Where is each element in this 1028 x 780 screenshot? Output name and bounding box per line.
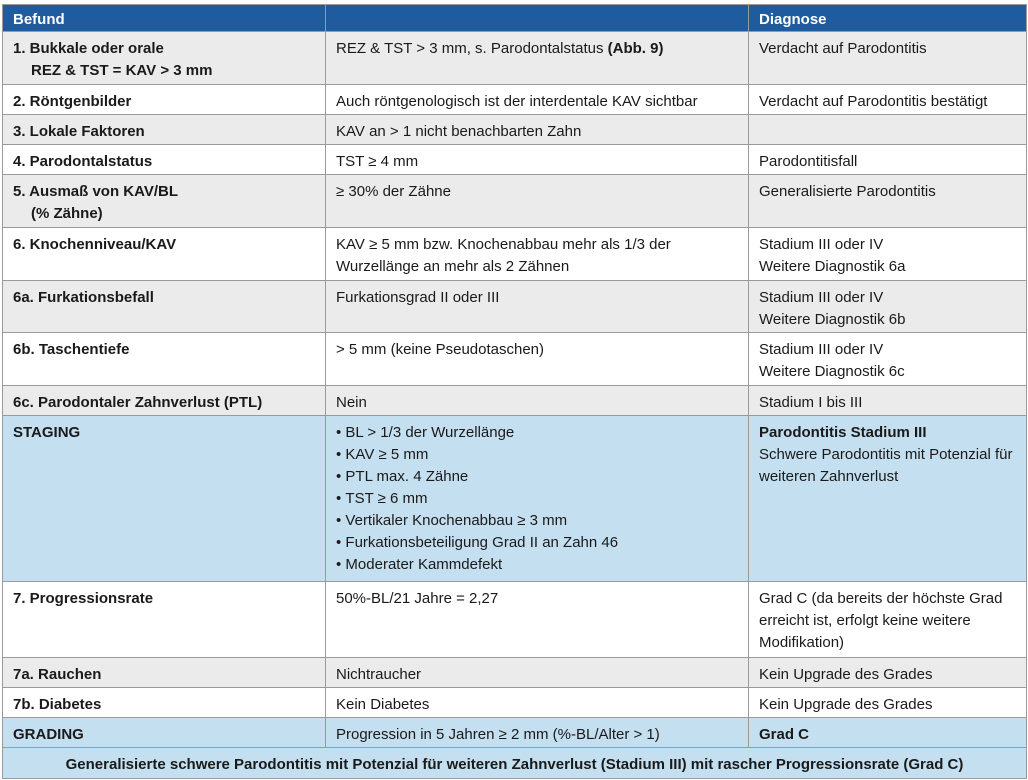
diagnosis-line: Stadium III oder IV (759, 289, 884, 306)
row-grading (3, 718, 1027, 748)
header-befund: Befund (3, 5, 326, 32)
staging-bullet: • PTL max. 4 Zähne (336, 466, 738, 488)
row-diagnosis (749, 228, 1027, 281)
table-header (3, 5, 1027, 32)
row-6a (3, 281, 1027, 333)
row-label: 7. Progressionsrate (3, 582, 326, 658)
row-7 (3, 582, 1027, 658)
row-diagnosis (749, 32, 1027, 85)
row-finding: KAV ≥ 5 mm bzw. Knochenabbau mehr als 1/3 der Wurzellänge an mehr als 2 Zähnen (326, 228, 749, 281)
diagnosis-line: Weitere Diagnostik 6a (759, 258, 906, 275)
row-6b (3, 333, 1027, 386)
row-finding: 50%-BL/21 Jahre = 2,27 (326, 582, 749, 658)
grading-diagnosis: Grad C (749, 718, 1027, 748)
row-finding: KAV an > 1 nicht benachbarten Zahn (326, 115, 749, 145)
row-diagnosis: Kein Upgrade des Grades (749, 658, 1027, 688)
grading-label: GRADING (3, 718, 326, 748)
row-4 (3, 145, 1027, 175)
finding-text: REZ & TST > 3 mm, s. Parodontalstatus (336, 40, 608, 57)
staging-bullet: • TST ≥ 6 mm (336, 488, 738, 510)
row-diagnosis: Stadium I bis III (749, 386, 1027, 416)
row-7a (3, 658, 1027, 688)
row-2 (3, 85, 1027, 115)
staging-bullet: • KAV ≥ 5 mm (336, 444, 738, 466)
staging-findings (326, 416, 749, 582)
diagnosis-line: Stadium III oder IV (759, 236, 884, 253)
row-label: 6c. Parodontaler Zahnverlust (PTL) (3, 386, 326, 416)
diagnosis-line: Weitere Diagnostik 6c (759, 363, 905, 380)
staging-bullet: • Furkationsbeteiligung Grad II an Zahn 46 (336, 532, 738, 554)
row-label: 2. Röntgenbilder (3, 85, 326, 115)
row-5 (3, 175, 1027, 228)
row-finding: Kein Diabetes (326, 688, 749, 718)
row-diagnosis: Parodontitisfall (749, 145, 1027, 175)
row-6 (3, 228, 1027, 281)
staging-diagnosis-title: Parodontitis Stadium III (759, 424, 927, 441)
row-finding: Nichtraucher (326, 658, 749, 688)
row-diagnosis (749, 115, 1027, 145)
label-line: (% Zähne) (31, 205, 103, 222)
label-line: REZ & TST = KAV > 3 mm (31, 62, 213, 79)
row-summary (3, 748, 1027, 779)
header-empty (326, 5, 749, 32)
staging-bullet: • Vertikaler Knochenabbau ≥ 3 mm (336, 510, 738, 532)
header-diagnose: Diagnose (749, 5, 1027, 32)
row-1 (3, 32, 1027, 85)
row-finding: ≥ 30% der Zähne (326, 175, 749, 228)
staging-bullet: • Moderater Kammdefekt (336, 554, 738, 576)
row-staging (3, 416, 1027, 582)
row-label: 6b. Taschentiefe (3, 333, 326, 386)
row-diagnosis (749, 281, 1027, 333)
row-label: 4. Parodontalstatus (3, 145, 326, 175)
row-3 (3, 115, 1027, 145)
row-label (3, 175, 326, 228)
staging-bullet-list (336, 422, 738, 576)
row-finding: Auch röntgenologisch ist der interdentale KAV sichtbar (326, 85, 749, 115)
staging-label: STAGING (3, 416, 326, 582)
row-finding: > 5 mm (keine Pseudotaschen) (326, 333, 749, 386)
row-label: 6a. Furkationsbefall (3, 281, 326, 333)
finding-ref: (Abb. 9) (607, 40, 664, 57)
row-diagnosis: Kein Upgrade des Grades (749, 688, 1027, 718)
label-line: 5. Ausmaß von KAV/BL (13, 183, 179, 200)
diagnosis-line: Verdacht auf Parodontitis (759, 40, 927, 57)
row-diagnosis: Grad C (da bereits der höchste Grad erreicht ist, erfolgt keine weitere Modifikation) (749, 582, 1027, 658)
row-7b (3, 688, 1027, 718)
row-label (3, 32, 326, 85)
row-label: 7b. Diabetes (3, 688, 326, 718)
row-diagnosis: Generalisierte Parodontitis (749, 175, 1027, 228)
staging-diagnosis-text: Schwere Parodontitis mit Potenzial für weiteren Zahnverlust (759, 446, 1013, 485)
row-diagnosis: Verdacht auf Parodontitis bestätigt (749, 85, 1027, 115)
label-line: 1. Bukkale oder orale (13, 40, 164, 57)
row-label: 3. Lokale Faktoren (3, 115, 326, 145)
diagnosis-line: Weitere Diagnostik 6b (759, 311, 906, 328)
row-6c (3, 386, 1027, 416)
row-finding: Nein (326, 386, 749, 416)
row-label: 7a. Rauchen (3, 658, 326, 688)
diagnosis-table (2, 4, 1027, 779)
row-finding: Furkationsgrad II oder III (326, 281, 749, 333)
summary-text: Generalisierte schwere Parodontitis mit Potenzial für weiteren Zahnverlust (Stadium III) mit rascher Progressionsrate (Grad C) (3, 748, 1027, 779)
row-finding: TST ≥ 4 mm (326, 145, 749, 175)
row-diagnosis (749, 333, 1027, 386)
staging-bullet: • BL > 1/3 der Wurzellänge (336, 422, 738, 444)
staging-diagnosis (749, 416, 1027, 582)
row-label: 6. Knochenniveau/KAV (3, 228, 326, 281)
diagnosis-line: Stadium III oder IV (759, 341, 884, 358)
row-finding (326, 32, 749, 85)
grading-finding: Progression in 5 Jahren ≥ 2 mm (%-BL/Alter > 1) (326, 718, 749, 748)
